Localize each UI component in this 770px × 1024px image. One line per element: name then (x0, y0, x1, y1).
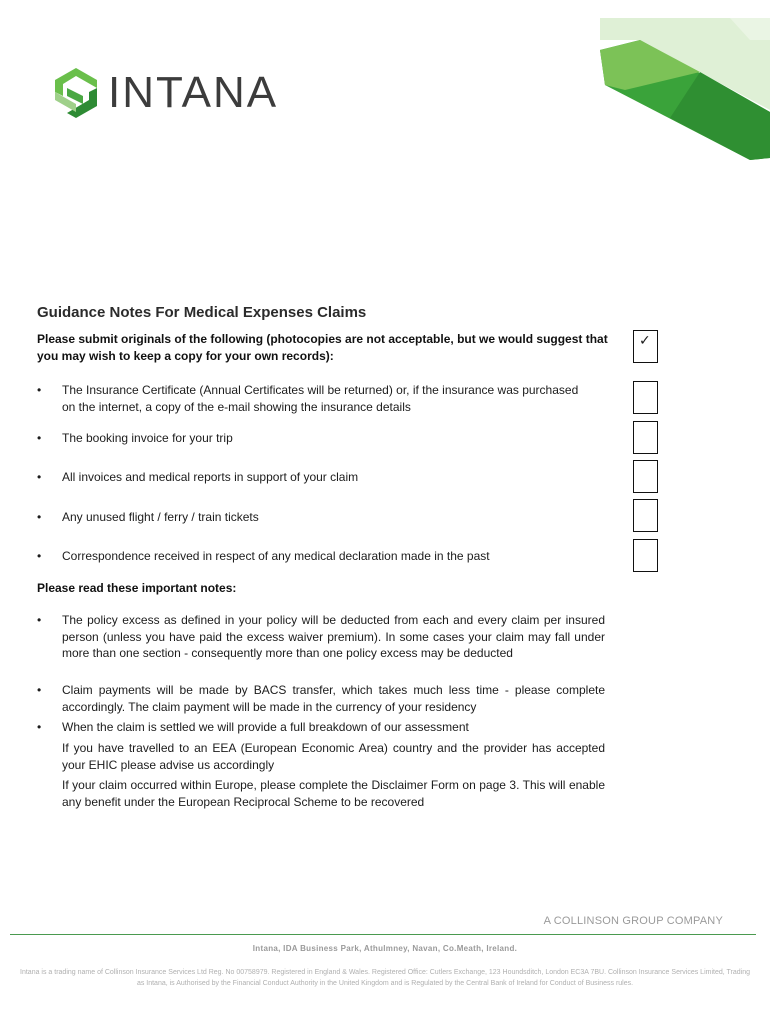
list-item-text: Any unused flight / ferry / train tickets (62, 510, 259, 524)
collinson-tagline: A COLLINSON GROUP COMPANY (543, 915, 723, 927)
list-item-text: All invoices and medical reports in support of your claim (62, 470, 359, 484)
bullet-icon: • (37, 383, 42, 397)
footer-address: Intana, IDA Business Park, Athulmney, Navan, Co.Meath, Ireland. (252, 944, 518, 953)
logo-wordmark: INTANA (108, 68, 279, 117)
bullet-icon: • (37, 549, 42, 563)
list-item-text: Correspondence received in respect of any medical declaration made in the past (62, 549, 490, 563)
checkbox-booking-invoice[interactable] (633, 421, 658, 454)
check-mark-icon: ✓ (639, 332, 651, 348)
note-text: When the claim is settled we will provide a full breakdown of our assessment (62, 720, 469, 734)
checkbox-insurance-certificate[interactable] (633, 381, 658, 414)
note-paragraph-text: If you have travelled to an EEA (European Economic Area) country and the provider has accepted your EHIC please advise us accordingly (62, 741, 605, 772)
bullet-icon: • (37, 470, 42, 484)
note-text: Claim payments will be made by BACS transfer, which takes much less time - please complete accordingly. The claim payment will be made in the currency of your residency (62, 683, 605, 714)
bullet-icon: • (37, 683, 42, 697)
note-paragraph-text: If your claim occurred within Europe, please complete the Disclaimer Form on page 3. This will enable any benefit under the European Reciprocal Scheme to be recovered (62, 778, 605, 809)
bullet-icon: • (37, 510, 42, 524)
footer-divider (10, 934, 756, 935)
list-item-text: The Insurance Certificate (Annual Certificates will be returned) or, if the insurance was purchased on the internet, a copy of the e-mail showing the insurance details (62, 383, 579, 414)
notes-heading: Please read these important notes: (37, 581, 237, 595)
checkbox-unused-tickets[interactable] (633, 499, 658, 532)
bullet-icon: • (37, 431, 42, 445)
bullet-icon: • (37, 613, 42, 627)
page-title: Guidance Notes For Medical Expenses Claims (37, 304, 367, 321)
corner-ribbon-graphic (580, 0, 770, 170)
note-text: The policy excess as defined in your policy will be deducted from each and every claim per insured person (unless you have paid the excess waiver premium). In some cases your claim may fall under more than one section - consequently more than one policy excess may be deducted (62, 613, 605, 660)
checkbox-medical-reports[interactable] (633, 460, 658, 493)
intro-text: Please submit originals of the following (photocopies are not acceptable, but we would suggest that you may wish to keep a copy for your own records): (37, 332, 608, 363)
intana-logo-icon (53, 66, 99, 120)
intana-logo (53, 66, 303, 122)
bullet-icon: • (37, 720, 42, 734)
list-item-text: The booking invoice for your trip (62, 431, 233, 445)
checkbox-correspondence[interactable] (633, 539, 658, 572)
footer-legal-text: Intana is a trading name of Collinson Insurance Services Ltd Reg. No 00758979. Registered in England & Wales. Registered Office: Cutlers Exchange, 123 Houndsditch, London EC3A 7BU. Collinson Insurance Services Limited, Trading as Intana, is Authorised by the Financial Conduct Authority in the United Kingdom and is Regulated by the Central Bank of Ireland for Conduct of Business rules. (20, 969, 750, 987)
